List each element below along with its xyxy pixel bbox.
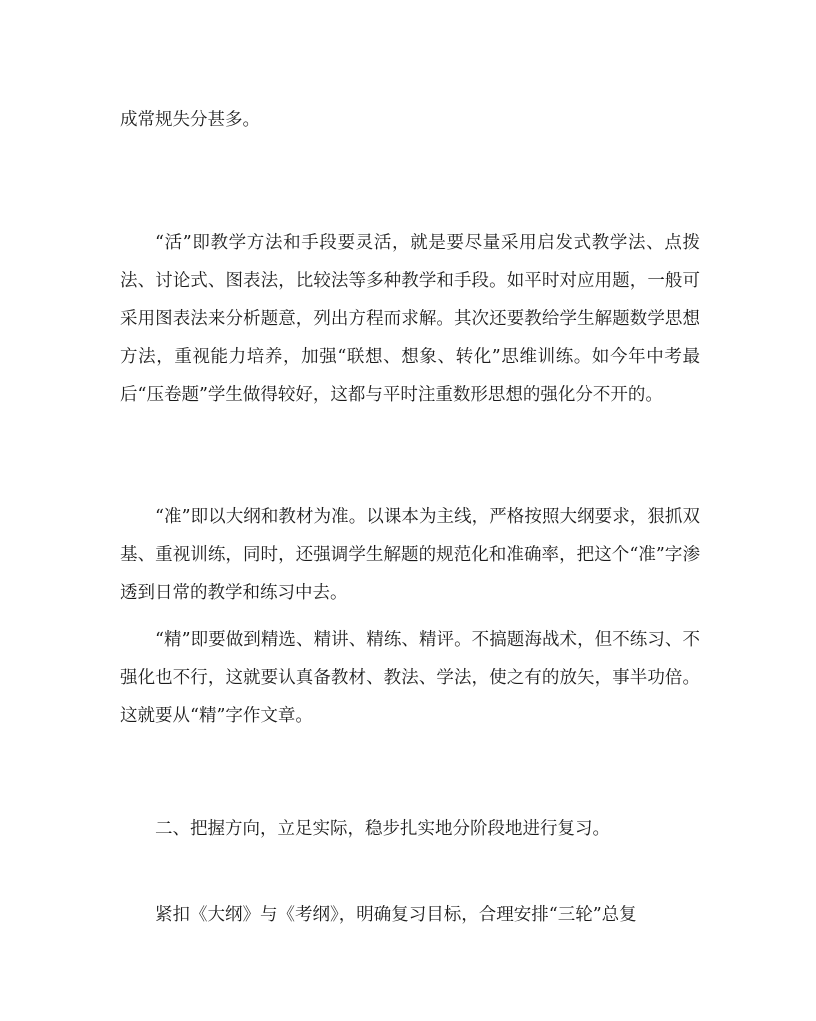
paragraph-huo: “活”即教学方法和手段要灵活，就是要尽量采用启发式教学法、点拨法、讨论式、图表法，比较法等多种教学和手段。如平时对应用题，一般可采用图表法来分析题意，列出方程而求解。其次还要教给学生解题数学思想方法，重视能力培养，加强“联想、想象、转化”思维训练。如今年中考最后“压卷题”学生做得较好，这都与平时注重数形思想的强化分不开的。	[120, 233, 700, 405]
paragraph-jing: “精”即要做到精选、精讲、精练、精评。不搞题海战术，但不练习、不强化也不行，这就要认真备教材、教法、学法，使之有的放矢，事半功倍。这就要从“精”字作文章。	[120, 630, 700, 726]
paragraph-review-plan: 紧扣《大纲》与《考纲》，明确复习目标，合理安排“三轮”总复	[155, 905, 637, 925]
paragraph-continuation: 成常规失分甚多。	[120, 110, 260, 130]
paragraph-zhun: “准”即以大纲和教材为准。以课本为主线，严格按照大纲要求，狠抓双基、重视训练，同时，还强调学生解题的规范化和准确率，把这个“准”字渗透到日常的教学和练习中去。	[120, 507, 700, 603]
section-heading-2: 二、把握方向，立足实际，稳步扎实地分阶段地进行复习。	[155, 819, 610, 839]
